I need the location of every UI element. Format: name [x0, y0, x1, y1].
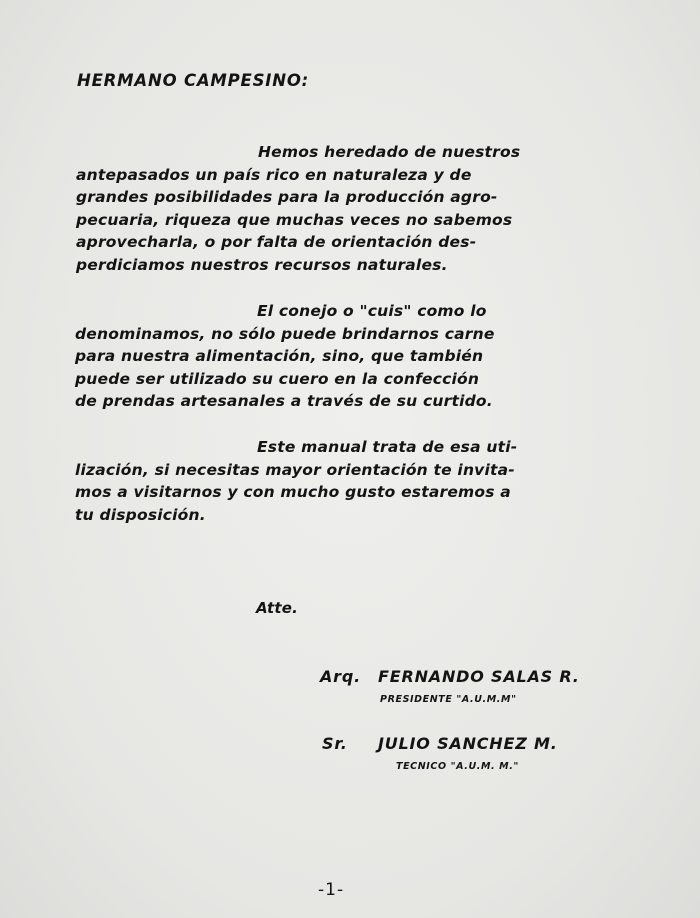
paragraph-line: denominamos, no sólo puede brindarnos carne [75, 324, 495, 343]
paragraph-line: antepasados un país rico en naturaleza y de [76, 165, 472, 184]
signatory-2-line [322, 733, 558, 756]
signatory-1-line [320, 666, 580, 689]
paragraph-line: perdiciamos nuestros recursos naturales. [76, 255, 448, 274]
paragraph-line: aprovecharla, o por falta de orientación des- [76, 233, 477, 252]
signatory-title: Sr. [322, 734, 348, 753]
signatory-name: JULIO SANCHEZ M. [378, 734, 558, 753]
paragraph-line: lización, si necesitas mayor orientación te invita- [75, 460, 515, 479]
paragraph-line: El conejo o "cuis" como lo [257, 302, 487, 320]
closing-salutation: Atte. [256, 599, 299, 617]
paragraph-2 [75, 300, 495, 413]
paragraph-1 [76, 141, 520, 277]
signatory-2-role: TECNICO "A.U.M. M." [396, 761, 519, 772]
signatory-1-role: PRESIDENTE "A.U.M.M" [380, 694, 517, 705]
letter-heading: HERMANO CAMPESINO: [77, 71, 310, 90]
paragraph-line: puede ser utilizado su cuero en la confección [75, 369, 480, 388]
paragraph-line: Hemos heredado de nuestros [258, 143, 521, 161]
signatory-title: Arq. [320, 667, 362, 686]
paragraph-3 [75, 436, 517, 526]
paragraph-line: de prendas artesanales a través de su curtido. [75, 392, 493, 411]
signatory-name: FERNANDO SALAS R. [378, 667, 580, 686]
paragraph-line: tu disposición. [75, 505, 206, 524]
paragraph-line: para nuestra alimentación, sino, que también [75, 347, 484, 366]
paragraph-line: pecuaria, riqueza que muchas veces no sabemos [76, 210, 513, 229]
paragraph-line: Este manual trata de esa uti- [257, 438, 518, 456]
page-number: -1- [318, 880, 345, 900]
paragraph-line: grandes posibilidades para la producción agro- [76, 188, 498, 207]
paragraph-line: mos a visitarnos y con mucho gusto estaremos a [75, 483, 511, 502]
